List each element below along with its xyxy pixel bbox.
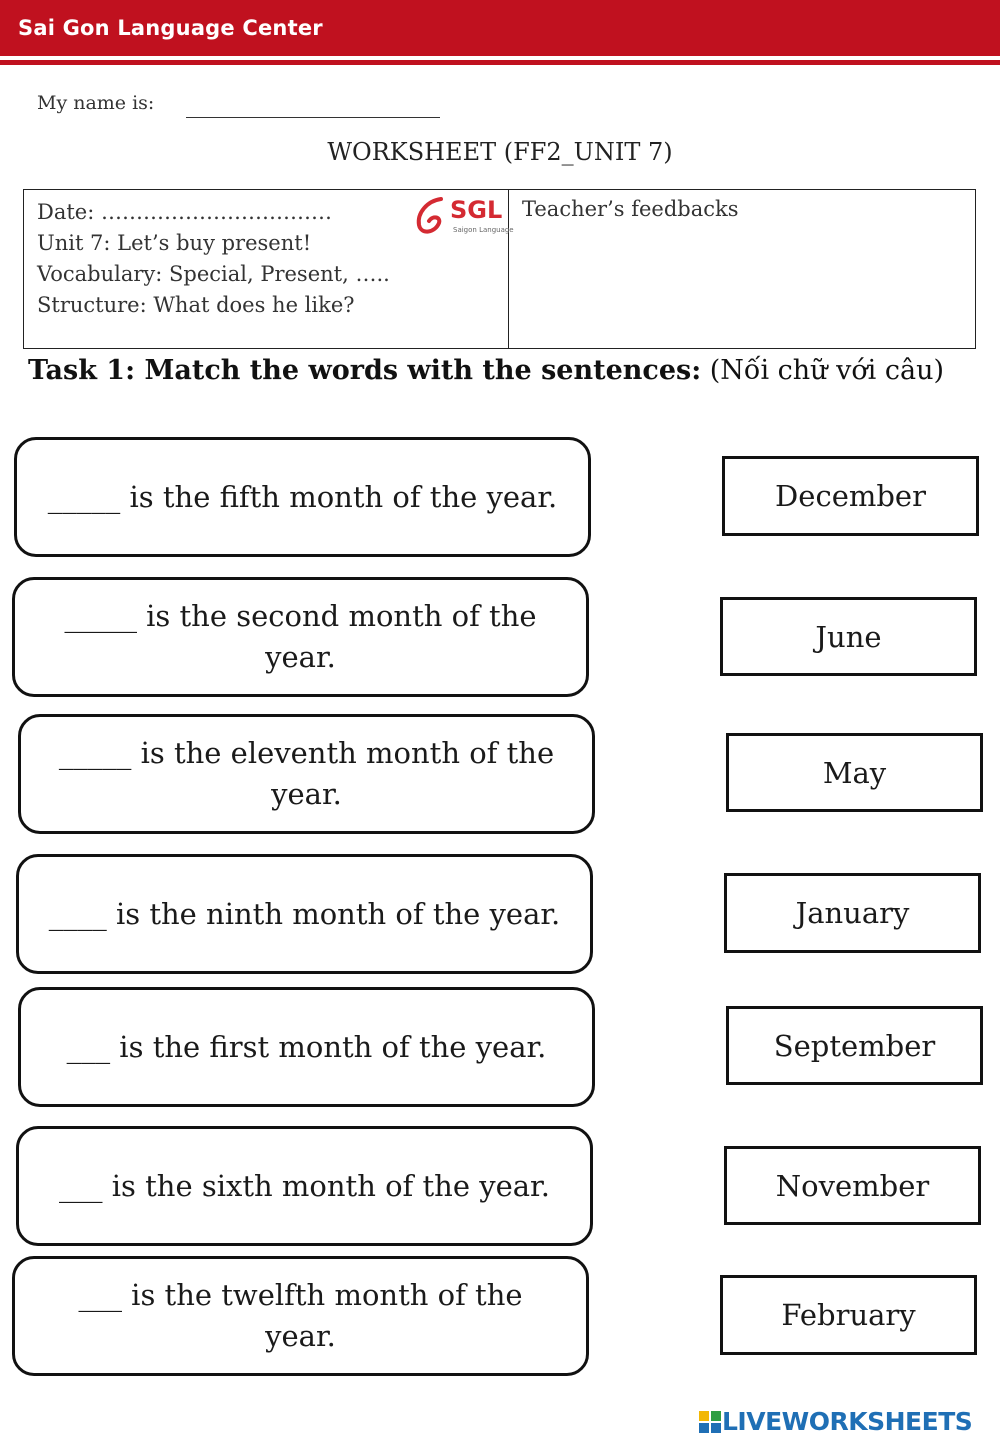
sentence-box-4[interactable]: ____ is the ninth month of the year. [16, 854, 593, 974]
unit-line: Unit 7: Let’s buy present! [37, 231, 312, 255]
center-name: Sai Gon Language Center [18, 16, 323, 40]
task-heading [28, 351, 968, 391]
sentence-box-7[interactable]: ___ is the twelfth month of the year. [12, 1256, 589, 1376]
sentence-box-5[interactable]: ___ is the first month of the year. [18, 987, 595, 1107]
sgl-logo-icon [413, 195, 451, 237]
worksheet-title: WORKSHEET (FF2_UNIT 7) [327, 138, 673, 166]
task-heading-bold: Task 1: Match the words with the sentences: [28, 355, 702, 386]
sgl-logo-text: SGL [450, 196, 503, 224]
teacher-feedback-label: Teacher’s feedbacks [522, 197, 739, 221]
task-heading-translation: (Nối chữ với câu) [701, 355, 945, 386]
word-box-february[interactable]: February [720, 1275, 977, 1355]
sentence-box-1[interactable]: _____ is the fifth month of the year. [14, 437, 591, 557]
word-box-november[interactable]: November [724, 1146, 981, 1225]
sgl-logo-subtitle: Saigon Language [453, 226, 514, 234]
name-blank-line[interactable] [186, 117, 440, 118]
name-label: My name is: [37, 92, 155, 114]
structure-line: Structure: What does he like? [37, 293, 355, 317]
word-box-december[interactable]: December [722, 456, 979, 536]
sentence-box-2[interactable]: _____ is the second month of the year. [12, 577, 589, 697]
word-box-june[interactable]: June [720, 597, 977, 676]
sentence-box-6[interactable]: ___ is the sixth month of the year. [16, 1126, 593, 1246]
vocabulary-line: Vocabulary: Special, Present, ….. [37, 262, 390, 286]
liveworksheets-brand[interactable]: LIVEWORKSHEETS [722, 1407, 973, 1436]
word-box-january[interactable]: January [724, 873, 981, 953]
info-table-divider [508, 189, 509, 349]
lesson-info [37, 197, 390, 321]
liveworksheets-logo-icon [699, 1411, 721, 1433]
word-box-may[interactable]: May [726, 733, 983, 812]
sentence-box-3[interactable]: _____ is the eleventh month of the year. [18, 714, 595, 834]
header-rule [0, 60, 1000, 65]
word-box-september[interactable]: September [726, 1006, 983, 1085]
date-line: Date: …………………………… [37, 200, 332, 224]
